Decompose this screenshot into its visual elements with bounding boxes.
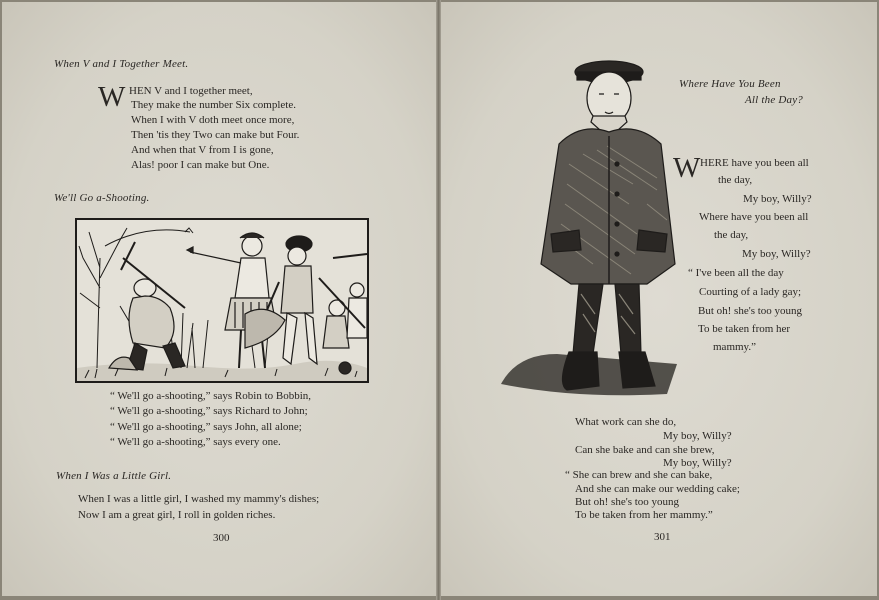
- poem-line-4: Where have you been all: [699, 211, 809, 223]
- stanza2-line-2: My boy, Willy?: [663, 430, 732, 442]
- poem-line-8: Courting of a lady gay;: [699, 286, 802, 298]
- stanza2-line-3: Can she bake and can she brew,: [575, 444, 715, 456]
- poem-line-6: My boy, Willy?: [742, 248, 811, 260]
- boy-illustration: [497, 54, 697, 406]
- poem3-line-1: When I was a little girl, I washed my mammy's dishes;: [78, 493, 320, 505]
- poem1-line-5: And when that V from I is gone,: [131, 144, 274, 156]
- poem-line-10: To be taken from her: [698, 323, 791, 335]
- poem1-line-2: They make the number Six complete.: [131, 99, 296, 111]
- stanza2-line-6: And she can make our wedding cake;: [575, 483, 740, 495]
- left-page: [2, 2, 436, 596]
- hunting-illustration: [75, 218, 369, 383]
- right-page: [441, 2, 877, 596]
- poem3-line-2: Now I am a great girl, I roll in golden riches.: [78, 509, 276, 521]
- page-number-left: 300: [213, 532, 230, 544]
- stanza2-line-1: What work can she do,: [575, 416, 677, 428]
- poem-line-1: HERE have you been all: [700, 157, 809, 169]
- poem2-line-4: “ We'll go a-shooting,” says every one.: [110, 436, 281, 448]
- poem-line-3: My boy, Willy?: [743, 193, 812, 205]
- poem2-title: We'll Go a-Shooting.: [54, 192, 150, 204]
- poem1-line-6: Alas! poor I can make but One.: [131, 159, 270, 171]
- poem1-title: When V and I Together Meet.: [54, 58, 189, 70]
- poem-title-line-2: All the Day?: [745, 94, 803, 106]
- poem-line-2: the day,: [718, 174, 753, 186]
- poem2-line-2: “ We'll go a-shooting,” says Richard to John;: [110, 405, 308, 417]
- poem1-dropcap: W: [98, 81, 126, 113]
- poem-line-9: But oh! she's too young: [698, 305, 803, 317]
- poem-line-7: “ I've been all the day: [688, 267, 784, 279]
- page-number-right: 301: [654, 531, 671, 543]
- poem2-line-3: “ We'll go a-shooting,” says John, all alone;: [110, 421, 302, 433]
- poem1-line-1: HEN V and I together meet,: [129, 85, 253, 97]
- poem2-line-1: “ We'll go a-shooting,” says Robin to Bobbin,: [110, 390, 312, 402]
- poem1-line-4: Then 'tis they Two can make but Four.: [131, 129, 300, 141]
- poem3-title: When I Was a Little Girl.: [56, 470, 172, 482]
- stanza2-line-5: “ She can brew and she can bake,: [565, 469, 713, 481]
- stanza2-line-8: To be taken from her mammy.”: [575, 509, 713, 521]
- poem-line-11: mammy.”: [713, 341, 756, 353]
- stanza2-line-4: My boy, Willy?: [663, 457, 732, 469]
- poem-line-5: the day,: [714, 229, 749, 241]
- poem-dropcap: W: [673, 152, 701, 184]
- poem1-line-3: When I with V doth meet once more,: [131, 114, 295, 126]
- stanza2-line-7: But oh! she's too young: [575, 496, 680, 508]
- poem-title-line-1: Where Have You Been: [679, 78, 781, 90]
